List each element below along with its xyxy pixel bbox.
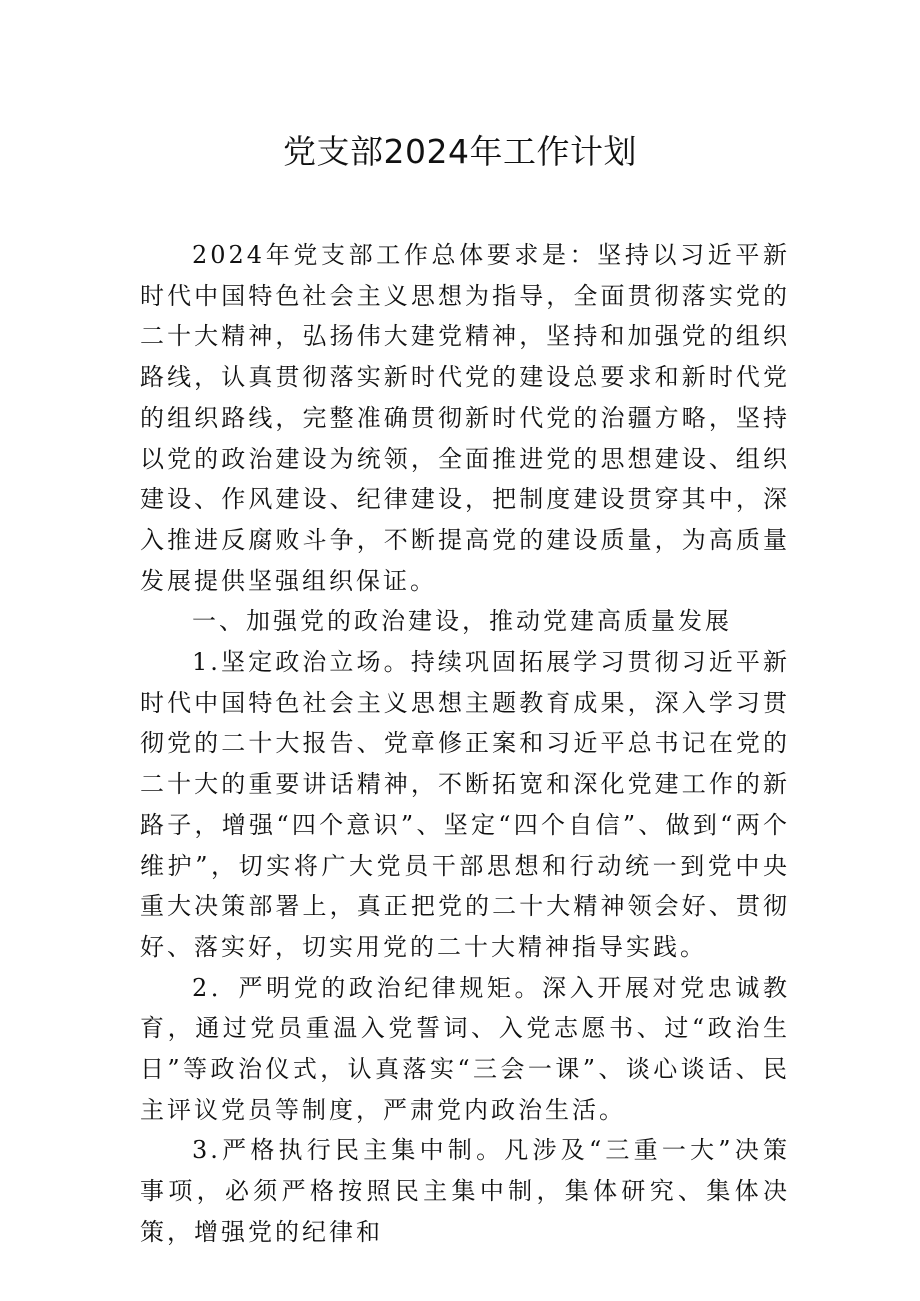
- document-title: 党支部2024年工作计划: [283, 132, 637, 171]
- intro-paragraph: 2024年党支部工作总体要求是：坚持以习近平新时代中国特色社会主义思想为指导，全面贯彻落实党的二十大精神，弘扬伟大建党精神，坚持和加强党的组织路线，认真贯彻落实新时代党的建设总要求和新时代党的组织路线，完整准确贯彻新时代党的治疆方略，坚持以党的政治建设为统领，全面推进党的思想建设、组织建设、作风建设、纪律建设，把制度建设贯穿其中，深入推进反腐败斗争，不断提高党的建设质量，为高质量发展提供坚强组织保证。: [140, 241, 790, 595]
- document-body: [140, 235, 790, 1253]
- item-paragraph-2: 2．严明党的政治纪律规矩。深入开展对党忠诚教育，通过党员重温入党誓词、入党志愿书、过“政治生日”等政治仪式，认真落实“三会一课”、谈心谈话、民主评议党员等制度，严肃党内政治生活。: [140, 973, 790, 1124]
- section-heading: 一、加强党的政治建设，推动党建高质量发展: [192, 607, 732, 636]
- item-paragraph-1: 1.坚定政治立场。持续巩固拓展学习贯彻习近平新时代中国特色社会主义思想主题教育成果，深入学习贯彻党的二十大报告、党章修正案和习近平总书记在党的二十大的重要讲话精神，不断拓宽和深化党建工作的新路子，增强“四个意识”、坚定“四个自信”、做到“两个维护”，切实将广大党员干部思想和行动统一到党中央重大决策部署上，真正把党的二十大精神领会好、贯彻好、落实好，切实用党的二十大精神指导实践。: [140, 648, 790, 961]
- item-paragraph-3: 3.严格执行民主集中制。凡涉及“三重一大”决策事项，必须严格按照民主集中制，集体研究、集体决策，增强党的纪律和: [140, 1136, 790, 1246]
